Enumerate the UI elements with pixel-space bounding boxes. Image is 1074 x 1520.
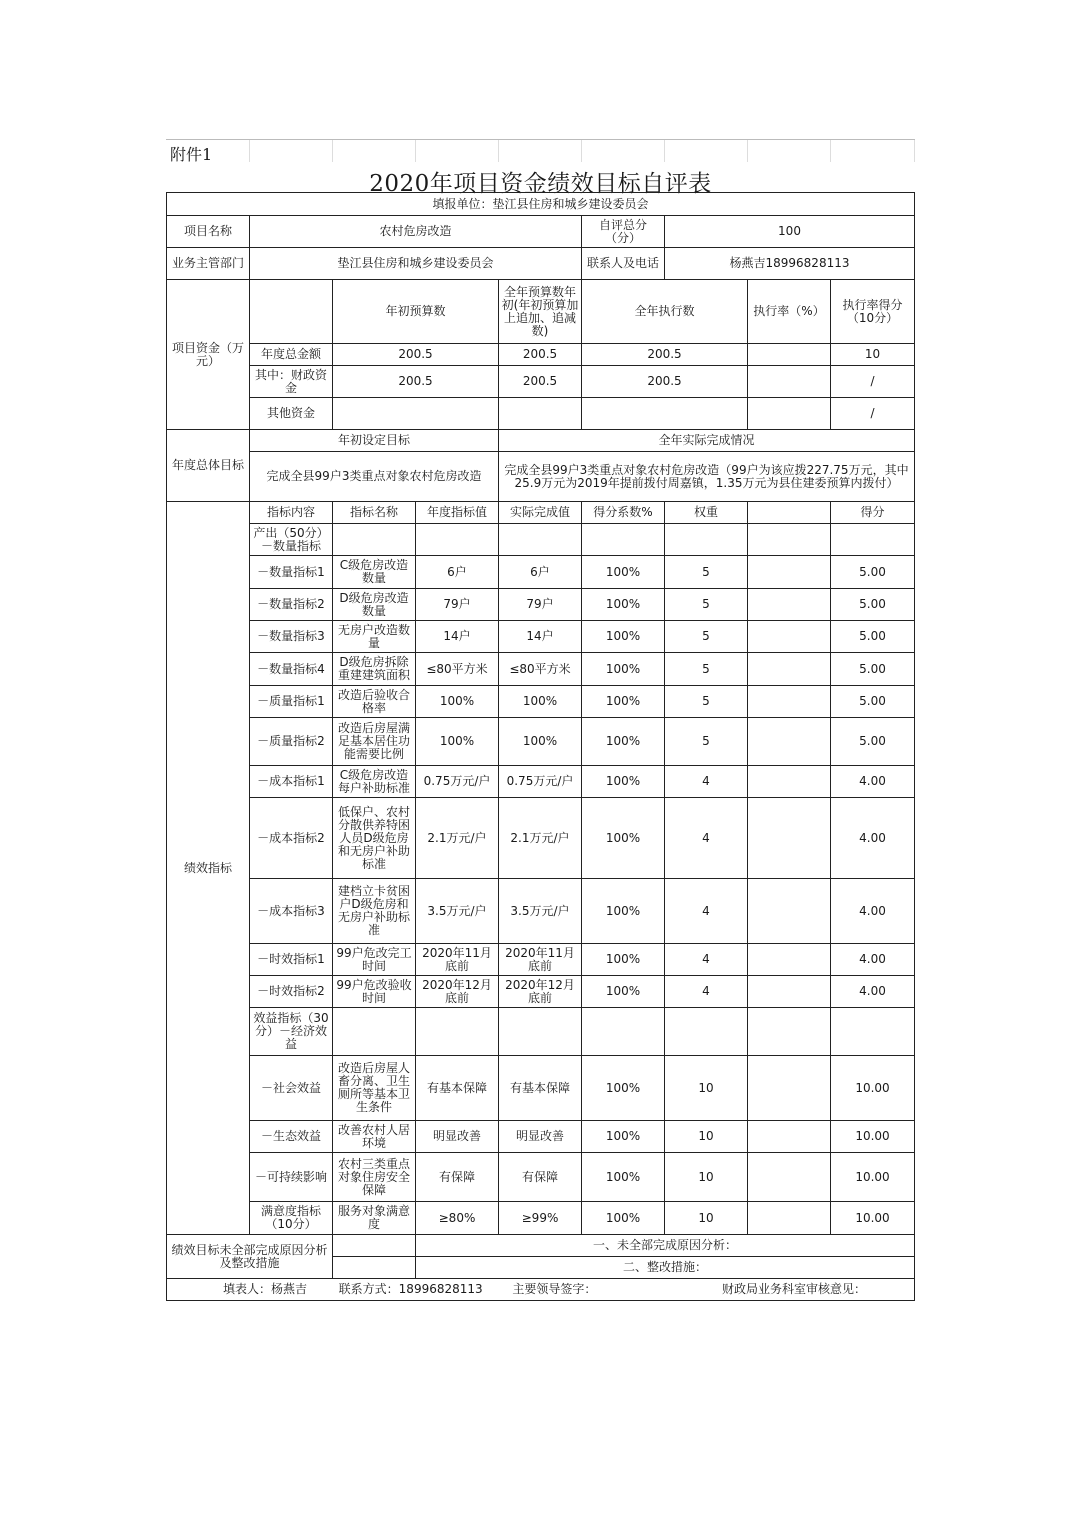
indicator-actual: 2020年12月底前 [499, 976, 582, 1008]
indicator-content: 效益指标（30分）－经济效益 [250, 1008, 333, 1056]
funds-rate [748, 366, 831, 398]
indicator-target: 有基本保障 [416, 1056, 499, 1121]
indicator-row [167, 556, 915, 589]
indicator-extra [748, 1008, 831, 1056]
indicator-name: 建档立卡贫困户D级危房和无房户补助标准 [333, 879, 416, 944]
indicator-weight: 4 [665, 798, 748, 879]
page-title: 2020年项目资金绩效目标自评表 [369, 171, 712, 197]
indicator-header: 权重 [665, 502, 748, 524]
funds-budget: 200.5 [333, 344, 499, 366]
fill-unit: 填报单位：垫江县住房和城乡建设委员会 [167, 193, 915, 216]
indicator-content: －社会效益 [250, 1056, 333, 1121]
indicator-score: 4.00 [831, 879, 915, 944]
attachment-label: 附件1 [170, 145, 213, 164]
grid-line [332, 140, 333, 162]
indicator-content: －数量指标2 [250, 589, 333, 621]
funds-executed [582, 398, 748, 430]
actual-goal: 完成全县99户3类重点对象农村危房改造（99户为该应拨227.75万元，其中25.9万元为2019年提前拨付周嘉镇，1.35万元为县住建委预算内拨付） [499, 452, 915, 502]
indicator-name: 改造后房屋满足基本居住功能需要比例 [333, 718, 416, 766]
indicator-actual: 明显改善 [499, 1121, 582, 1153]
indicator-coef: 100% [582, 1121, 665, 1153]
indicator-weight: 5 [665, 686, 748, 718]
indicator-actual: ≤80平方米 [499, 653, 582, 686]
indicator-score: 5.00 [831, 589, 915, 621]
indicator-header: 实际完成值 [499, 502, 582, 524]
indicator-target: 100% [416, 686, 499, 718]
indicator-extra [748, 944, 831, 976]
indicator-actual: 100% [499, 686, 582, 718]
indicator-name: 改善农村人居环境 [333, 1121, 416, 1153]
indicator-target: 明显改善 [416, 1121, 499, 1153]
indicator-extra [748, 1056, 831, 1121]
indicator-name: 改造后验收合格率 [333, 686, 416, 718]
indicator-target: 2020年12月底前 [416, 976, 499, 1008]
indicator-name [333, 1008, 416, 1056]
funds-score: / [831, 366, 915, 398]
indicator-name: 低保户、农村分散供养特困人员D级危房和无房户补助标准 [333, 798, 416, 879]
self-score-label: 自评总分（分） [582, 216, 665, 248]
indicator-extra [748, 686, 831, 718]
indicator-score [831, 1008, 915, 1056]
indicator-extra [748, 589, 831, 621]
indicator-content: －质量指标1 [250, 686, 333, 718]
indicator-score: 5.00 [831, 653, 915, 686]
indicator-extra [748, 621, 831, 653]
indicator-row [167, 944, 915, 976]
indicator-coef: 100% [582, 1202, 665, 1235]
indicator-score: 4.00 [831, 976, 915, 1008]
indicator-row [167, 1121, 915, 1153]
indicator-coef: 100% [582, 589, 665, 621]
indicator-extra [748, 1153, 831, 1202]
indicator-actual: 100% [499, 718, 582, 766]
indicator-coef: 100% [582, 798, 665, 879]
indicator-target: 2.1万元/户 [416, 798, 499, 879]
indicator-actual: 2020年11月底前 [499, 944, 582, 976]
indicator-weight: 4 [665, 976, 748, 1008]
indicator-score: 4.00 [831, 944, 915, 976]
grid-line [830, 140, 831, 162]
indicator-row [167, 718, 915, 766]
indicator-target: ≤80平方米 [416, 653, 499, 686]
indicator-coef: 100% [582, 944, 665, 976]
footer-finance: 财政局业务科室审核意见： [721, 1282, 866, 1296]
funds-row-label: 年度总金额 [250, 344, 333, 366]
indicator-coef: 100% [582, 879, 665, 944]
indicator-actual [499, 524, 582, 556]
contact-value: 杨燕吉18996828113 [665, 248, 915, 280]
indicator-actual: 3.5万元/户 [499, 879, 582, 944]
funds-full-budget: 200.5 [499, 366, 582, 398]
project-name-label: 项目名称 [167, 216, 250, 248]
funds-header-score: 执行率得分（10分） [831, 280, 915, 344]
indicator-coef: 100% [582, 653, 665, 686]
indicator-weight: 10 [665, 1056, 748, 1121]
indicator-score: 5.00 [831, 621, 915, 653]
indicator-content: －质量指标2 [250, 718, 333, 766]
indicator-coef: 100% [582, 1153, 665, 1202]
indicator-actual: 0.75万元/户 [499, 766, 582, 798]
funds-full-budget: 200.5 [499, 344, 582, 366]
indicator-row [167, 589, 915, 621]
attachment-row [166, 139, 915, 162]
reasons-analysis: 一、未全部完成原因分析： [416, 1235, 915, 1257]
indicator-score: 10.00 [831, 1153, 915, 1202]
indicator-target: 6户 [416, 556, 499, 589]
indicator-target: 0.75万元/户 [416, 766, 499, 798]
indicator-name: D级危房拆除重建建筑面积 [333, 653, 416, 686]
funds-header-executed: 全年执行数 [582, 280, 748, 344]
grid-line [498, 140, 499, 162]
project-name: 农村危房改造 [250, 216, 582, 248]
indicator-name: 99户危改完工时间 [333, 944, 416, 976]
funds-rate [748, 344, 831, 366]
indicator-target [416, 524, 499, 556]
indicator-actual: 6户 [499, 556, 582, 589]
indicator-score: 5.00 [831, 686, 915, 718]
indicator-name: 无房户改造数量 [333, 621, 416, 653]
self-score: 100 [665, 216, 915, 248]
footer-leader: 主要领导签字： [512, 1282, 597, 1296]
indicator-score: 5.00 [831, 718, 915, 766]
indicator-actual: 有基本保障 [499, 1056, 582, 1121]
indicator-header [748, 502, 831, 524]
indicator-row [167, 976, 915, 1008]
reasons-measures: 二、整改措施： [416, 1257, 915, 1279]
grid-line [914, 140, 915, 162]
indicator-coef: 100% [582, 1056, 665, 1121]
indicator-content: －成本指标3 [250, 879, 333, 944]
indicator-row [167, 766, 915, 798]
indicator-content: －数量指标1 [250, 556, 333, 589]
indicator-score [831, 524, 915, 556]
evaluation-table [166, 192, 915, 1301]
planned-goal: 完成全县99户3类重点对象农村危房改造 [250, 452, 499, 502]
indicator-weight: 5 [665, 556, 748, 589]
funds-executed: 200.5 [582, 366, 748, 398]
indicator-header: 年度指标值 [416, 502, 499, 524]
actual-goal-label: 全年实际完成情况 [499, 430, 915, 452]
dept-name: 垫江县住房和城乡建设委员会 [250, 248, 582, 280]
indicator-weight: 10 [665, 1202, 748, 1235]
indicator-content: －时效指标2 [250, 976, 333, 1008]
indicator-score: 5.00 [831, 556, 915, 589]
indicator-extra [748, 879, 831, 944]
indicator-target: 100% [416, 718, 499, 766]
reasons-blank [333, 1257, 416, 1279]
indicator-weight: 5 [665, 621, 748, 653]
indicator-name: 改造后房屋人畜分离、卫生厕所等基本卫生条件 [333, 1056, 416, 1121]
funds-executed: 200.5 [582, 344, 748, 366]
indicator-content: 产出（50分）－数量指标 [250, 524, 333, 556]
funds-score: 10 [831, 344, 915, 366]
indicator-row [167, 524, 915, 556]
funds-row-label: 其中：财政资金 [250, 366, 333, 398]
indicator-actual: 有保障 [499, 1153, 582, 1202]
indicator-content: 满意度指标（10分） [250, 1202, 333, 1235]
grid-line [664, 140, 665, 162]
indicator-header: 指标内容 [250, 502, 333, 524]
funds-budget [333, 398, 499, 430]
indicator-target: ≥80% [416, 1202, 499, 1235]
funds-rate [748, 398, 831, 430]
indicator-score: 4.00 [831, 798, 915, 879]
indicator-actual: 79户 [499, 589, 582, 621]
indicator-header: 得分 [831, 502, 915, 524]
indicator-row [167, 621, 915, 653]
indicator-weight [665, 524, 748, 556]
indicator-score: 10.00 [831, 1056, 915, 1121]
indicator-extra [748, 1202, 831, 1235]
indicator-weight: 4 [665, 766, 748, 798]
indicator-score: 10.00 [831, 1121, 915, 1153]
indicator-name: 服务对象满意度 [333, 1202, 416, 1235]
funds-full-budget [499, 398, 582, 430]
indicator-target [416, 1008, 499, 1056]
indicator-content: －时效指标1 [250, 944, 333, 976]
indicator-row [167, 1056, 915, 1121]
indicators-label: 绩效指标 [167, 502, 250, 1235]
indicator-coef: 100% [582, 718, 665, 766]
indicator-coef [582, 1008, 665, 1056]
indicator-extra [748, 798, 831, 879]
indicator-row [167, 879, 915, 944]
grid-line [415, 140, 416, 162]
indicator-name: C级危房改造每户补助标准 [333, 766, 416, 798]
indicator-extra [748, 718, 831, 766]
indicator-content: －可持续影响 [250, 1153, 333, 1202]
indicator-coef [582, 524, 665, 556]
indicator-content: －数量指标4 [250, 653, 333, 686]
indicator-actual: ≥99% [499, 1202, 582, 1235]
indicator-name: D级危房改造数量 [333, 589, 416, 621]
dept-label: 业务主管部门 [167, 248, 250, 280]
indicator-extra [748, 1121, 831, 1153]
indicator-target: 14户 [416, 621, 499, 653]
grid-line [581, 140, 582, 162]
indicator-weight [665, 1008, 748, 1056]
indicator-row [167, 1008, 915, 1056]
indicator-content: －数量指标3 [250, 621, 333, 653]
annual-goal-label: 年度总体目标 [167, 430, 250, 502]
indicator-row [167, 686, 915, 718]
reasons-blank [333, 1235, 416, 1257]
funds-header-blank [250, 280, 333, 344]
indicator-coef: 100% [582, 976, 665, 1008]
contact-label: 联系人及电话 [582, 248, 665, 280]
indicator-weight: 5 [665, 718, 748, 766]
indicator-weight: 10 [665, 1121, 748, 1153]
indicator-weight: 5 [665, 589, 748, 621]
indicator-coef: 100% [582, 766, 665, 798]
indicator-name [333, 524, 416, 556]
footer-filler: 填表人：杨燕吉 [223, 1282, 308, 1296]
indicator-extra [748, 524, 831, 556]
indicator-row [167, 798, 915, 879]
indicator-score: 4.00 [831, 766, 915, 798]
planned-goal-label: 年初设定目标 [250, 430, 499, 452]
indicator-coef: 100% [582, 621, 665, 653]
indicator-weight: 5 [665, 653, 748, 686]
indicator-weight: 10 [665, 1153, 748, 1202]
indicator-score: 10.00 [831, 1202, 915, 1235]
indicator-actual [499, 1008, 582, 1056]
indicator-coef: 100% [582, 556, 665, 589]
indicator-target: 有保障 [416, 1153, 499, 1202]
footer-contact: 联系方式：18996828113 [338, 1282, 483, 1296]
grid-line [747, 140, 748, 162]
indicator-row [167, 1153, 915, 1202]
indicator-actual: 14户 [499, 621, 582, 653]
funds-header-full-budget: 全年预算数年初(年初预算加上追加、追减数) [499, 280, 582, 344]
indicator-extra [748, 766, 831, 798]
indicator-coef: 100% [582, 686, 665, 718]
indicator-extra [748, 653, 831, 686]
indicator-extra [748, 976, 831, 1008]
funds-budget: 200.5 [333, 366, 499, 398]
indicator-name: 99户危改验收时间 [333, 976, 416, 1008]
grid-line [249, 140, 250, 162]
indicator-target: 3.5万元/户 [416, 879, 499, 944]
indicator-name: 农村三类重点对象住房安全保障 [333, 1153, 416, 1202]
indicator-weight: 4 [665, 944, 748, 976]
indicator-content: －生态效益 [250, 1121, 333, 1153]
indicator-header: 得分系数% [582, 502, 665, 524]
funds-header-rate: 执行率（%） [748, 280, 831, 344]
indicator-header: 指标名称 [333, 502, 416, 524]
footer-row [167, 1279, 915, 1301]
indicator-target: 2020年11月底前 [416, 944, 499, 976]
indicator-name: C级危房改造数量 [333, 556, 416, 589]
indicator-content: －成本指标2 [250, 798, 333, 879]
funds-score: / [831, 398, 915, 430]
indicator-target: 79户 [416, 589, 499, 621]
indicator-row [167, 653, 915, 686]
funds-row-label: 其他资金 [250, 398, 333, 430]
funds-label: 项目资金（万元） [167, 280, 250, 430]
indicator-row [167, 1202, 915, 1235]
funds-header-budget: 年初预算数 [333, 280, 499, 344]
indicator-content: －成本指标1 [250, 766, 333, 798]
indicator-actual: 2.1万元/户 [499, 798, 582, 879]
indicators-body [167, 502, 915, 1235]
indicator-extra [748, 556, 831, 589]
reasons-label: 绩效目标未全部完成原因分析及整改措施 [167, 1235, 333, 1279]
indicator-weight: 4 [665, 879, 748, 944]
